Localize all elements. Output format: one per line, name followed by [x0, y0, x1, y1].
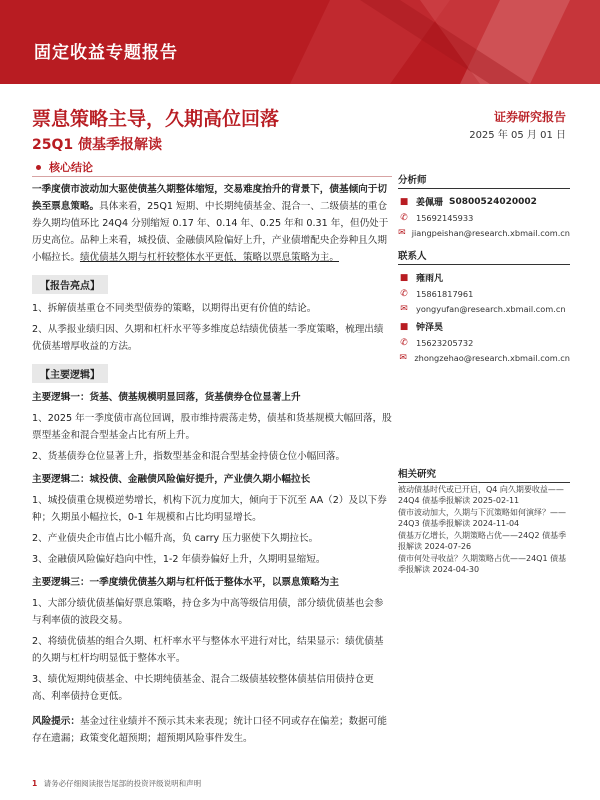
person-icon: ■: [399, 272, 409, 283]
analyst-header: 分析师: [398, 172, 570, 189]
risk-text: 基金过往业绩并不预示其未来表现；统计口径不同或存在偏差；数据可能存在遗漏；政策变化超预期；超预期风险事件发生。: [32, 716, 387, 744]
related-item[interactable]: 债市何处寻收益？久期策略占优——24Q1 债基季报解读 2024-04-30: [398, 554, 567, 574]
footer-disclaimer: 请务必仔细阅读报告尾部的投资评级说明和声明: [43, 779, 202, 788]
page-subtitle: 25Q1 债基季报解读: [32, 137, 162, 153]
contact-email-row: [398, 304, 570, 314]
page-footer: [32, 778, 201, 789]
contact-email[interactable]: zhongzehao@research.xbmail.com.cn: [414, 353, 570, 363]
logic-title: 主要逻辑二：城投债、金融债风险偏好提升，产业债久期小幅拉长: [32, 474, 311, 485]
analyst-email[interactable]: jiangpeishan@research.xbmail.com.cn: [411, 228, 570, 238]
contact-email[interactable]: yongyufan@research.xbmail.com.cn: [416, 304, 566, 314]
logic-item: 2、将绩优债基的组合久期、杠杆率水平与整体水平进行对比，结果显示：绩优债基的久期与杠杆均明显低于整体水平。: [32, 636, 384, 664]
highlights-label: 【报告亮点】: [32, 275, 108, 294]
banner-decoration: [270, 0, 600, 84]
logic-item: 2、产业债央企市值占比小幅升高，负 carry 压力驱使下久期拉长。: [32, 533, 319, 544]
highlight-item: 2、从季报业绩归因、久期和杠杆水平等多维度总结绩优债基一季度策略，梳理出绩优债基增厚收益的方法。: [32, 324, 384, 352]
contact-phone-row: [398, 338, 570, 348]
contacts-header: 联系人: [398, 248, 570, 265]
related-item[interactable]: 被动债基时代或已开启，Q4 向久期要收益——24Q4 债基季报解读 2025-02-11: [398, 485, 564, 505]
logic-label: 【主要逻辑】: [32, 364, 108, 383]
core-summary: [32, 181, 392, 266]
related-item[interactable]: 债基万亿增长，久期策略占优——24Q2 债基季报解读 2024-07-26: [398, 531, 567, 551]
phone-icon: ✆: [400, 338, 408, 348]
author-sidebar: [398, 172, 570, 363]
analyst-name-row: [398, 195, 570, 208]
logic-item: 2、货基债券仓位显著上升，指数型基金和混合型基金持债仓位小幅回落。: [32, 451, 346, 462]
core-summary-lead: 一季度债市波动加大驱使债基久期整体缩短，交易难度抬升的背景下，债基倾向于切换至票息策略。: [32, 184, 387, 212]
analyst-phone-row: [398, 213, 570, 223]
page-title: 票息策略主导，久期高位回落: [32, 108, 280, 130]
logic-title: 主要逻辑一：货基、债基规模明显回落，货基债券仓位显著上升: [32, 392, 301, 403]
report-type: 证券研究报告: [493, 110, 566, 124]
analyst-email-row: [398, 228, 570, 238]
logic-title: 主要逻辑三：一季度绩优债基久期与杠杆低于整体水平，以票息策略为主: [32, 577, 339, 588]
related-item[interactable]: 债市波动加大，久期与下沉策略如何演绎？——24Q3 债基季报解读 2024-11-04: [398, 508, 566, 528]
contact-email-row: [398, 353, 570, 363]
logic-item: 1、城投债重仓规模逆势增长，机构下沉力度加大，倾向于下沉至 AA（2）及以下券种；久期虽小幅拉长，0-1 年规模和占比均明显增长。: [32, 495, 387, 523]
person-icon: ■: [399, 196, 409, 207]
bullet-icon: [36, 165, 41, 170]
report-date: 2025 年 05 月 01 日: [469, 130, 566, 141]
logic-item: 3、绩优短期纯债基金、中长期纯债基金、混合二级债基较整体债基信用债持仓更高、利率债持仓更低。: [32, 674, 374, 702]
logic-item: 3、金融债风险偏好趋向中性，1-2 年债券偏好上升，久期明显缩短。: [32, 554, 326, 565]
contact-name: 钟泽昊: [416, 323, 444, 333]
phone-icon: ✆: [400, 213, 408, 223]
analyst-cert: S0800524020002: [449, 196, 537, 207]
core-conclusion-label: 核心结论: [49, 161, 93, 174]
contact-phone: 15861817961: [416, 289, 474, 299]
analyst-phone: 15692145933: [416, 213, 474, 223]
person-icon: ■: [399, 321, 409, 332]
contact-name-row: [398, 320, 570, 333]
report-banner: [0, 0, 600, 84]
contact-phone-row: [398, 289, 570, 299]
related-research: [398, 466, 570, 575]
risk-warning: [32, 713, 392, 747]
email-icon: ✉: [400, 304, 408, 314]
main-column: [32, 158, 392, 747]
analyst-name: 姜佩珊: [416, 198, 444, 208]
contact-name: 雍雨凡: [416, 274, 444, 284]
core-summary-conclusion: 绩优债基久期与杠杆较整体水平更低，策略以票息策略为主。: [79, 252, 339, 263]
contact-phone: 15623205732: [416, 338, 474, 348]
contact-name-row: [398, 271, 570, 284]
highlight-item: 1、拆解债基重仓不同类型债券的策略，以期得出更有价值的结论。: [32, 303, 317, 314]
risk-label: 风险提示：: [32, 716, 80, 727]
logic-item: 1、大部分绩优债基偏好票息策略，持仓多为中高等级信用债，部分绩优债基也会参与利率债的波段交易。: [32, 598, 384, 626]
related-header: 相关研究: [398, 466, 570, 483]
core-conclusion-header: [32, 158, 392, 177]
page-number: 1: [32, 779, 38, 788]
report-category: 固定收益专题报告: [34, 43, 178, 63]
core-summary-body: 具体来看，25Q1 短期、中长期纯债基金、混合一、二级债基的重仓券久期均值环比 24Q4 分别缩短 0.17 年、0.14 年、0.25 年和 0.31 年，但仍处于历史高位。品种上来看，城投债、金融债风险偏好上升，产业债增配央企券种且久期小幅拉长。: [32, 201, 389, 263]
email-icon: ✉: [399, 353, 407, 363]
email-icon: ✉: [398, 228, 406, 238]
phone-icon: ✆: [400, 289, 408, 299]
logic-item: 1、2025 年一季度债市高位回调，股市维持震荡走势，债基和货基规模大幅回落，股票型基金和混合型基金占比有所上升。: [32, 413, 392, 441]
